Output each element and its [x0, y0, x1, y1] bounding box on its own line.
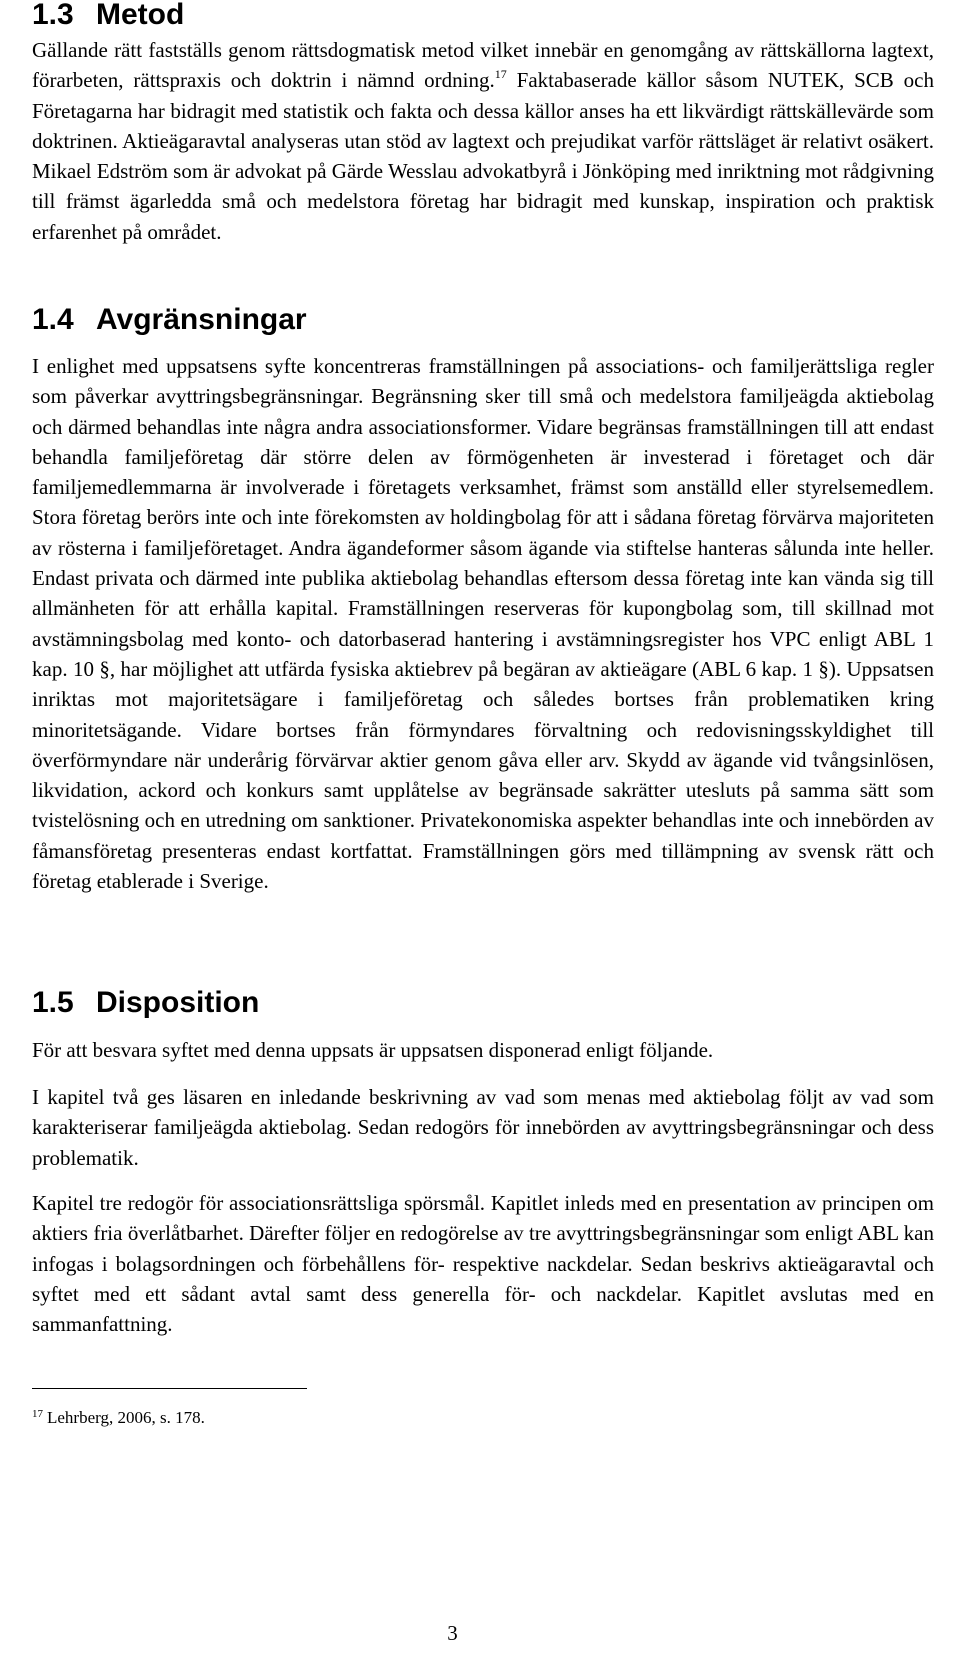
- section-title: Avgränsningar: [96, 303, 307, 336]
- disposition-paragraph-chapter-three: Kapitel tre redogör för associationsrättsliga spörsmål. Kapitlet inleds med en presentation av principen om aktiers fria överlåtbarhet. Därefter följer en redogörelse av tre avyttringsbegränsningar som enligt ABL kan infogas i bolagsordningen och förbehållens för- respektive nackdelar. Sedan beskrivs aktieägaravtal och syftet med ett sådant avtal samt dess generella för- och nackdelar. Kapitlet avslutas med en sammanfattning.: [32, 1191, 934, 1337]
- footnote: [32, 1404, 205, 1428]
- footnote-reference[interactable]: 17: [494, 67, 507, 82]
- section-heading-avgransningar: [32, 305, 307, 335]
- section-title: Disposition: [96, 986, 260, 1019]
- disposition-paragraph-intro: För att besvara syftet med denna uppsats är uppsatsen disponerad enligt följande.: [32, 1038, 714, 1062]
- footnote-number: 17: [32, 1408, 43, 1420]
- section-heading-metod: [32, 0, 184, 30]
- footnote-separator: [32, 1388, 307, 1389]
- paragraph-text-continued: Faktabaserade källor såsom NUTEK, SCB och Företagarna har bidragit med statistik och fakta och dessa källor anses ha ett likvärdigt rättskällevärde som doktrinen. Aktieägaravtal analyseras utan stöd av lagtext och prejudikat varför rättsläget är relativt osäkert. Mikael Edström som är advokat på Gärde Wesslau advokatbyrå i Jönköping med inriktning mot rådgivning till främst ägarledda små och medelstora företag har bidragit med kunskap, inspiration och praktisk erfarenhet på området.: [32, 68, 934, 244]
- paragraph-text: Gällande rätt fastställs genom rättsdogmatisk metod vilket innebär en genomgång av rättskällorna lagtext, förarbeten, rättspraxis och doktrin i nämnd ordning.: [32, 38, 934, 93]
- section-number: 1.3: [32, 0, 74, 31]
- section-title: Metod: [96, 0, 185, 31]
- disposition-paragraph-chapter-two: I kapitel två ges läsaren en inledande beskrivning av vad som menas med aktiebolag följt av vad som karakteriserar familjeägda aktiebolag. Sedan redogörs för innebörden av avyttringsbegränsningar och dess problematik.: [32, 1085, 934, 1170]
- section-number: 1.4: [32, 303, 74, 336]
- section-number: 1.5: [32, 986, 74, 1019]
- section-paragraph-avgransningar: I enlighet med uppsatsens syfte koncentreras framställningen på associations- och familjerättsliga regler som påverkar avyttringsbegränsningar. Begränsning sker till små och medelstora familjeägda aktiebolag och därmed behandlas inte några andra associationsformer. Vidare begränsas framställningen till att endast behandla familjeföretag där större delen av förmögenheten är investerad i företaget och där familjemedlemmarna är involverade i företagets verksamhet, främst som anställd eller styrelsemedlem. Stora företag berörs inte och inte förekomsten av holdingbolag för att i sådana företag förvärva majoriteten av rösterna i familjeföretaget. Andra ägandeformer såsom ägande via stiftelse hanteras sålunda inte heller. Endast privata och därmed inte publika aktiebolag behandlas eftersom dessa företag inte kan vända sig till allmänheten för att erhålla kapital. Framställningen reserveras för kupongbolag som, till skillnad mot avstämningsbolag med konto- och datorbaserad hantering i avstämningsregister hos VPC enligt ABL 1 kap. 10 §, har möjlighet att utfärda fysiska aktiebrev på begäran av aktieägare (ABL 6 kap. 1 §). Uppsatsen inriktas mot majoritetsägare i familjeföretag och således bortses från problematiken kring minoritetsägande. Vidare bortses från förmyndares förvaltning och redovisningsskyldighet till överförmyndare när underårig förvärvar aktier genom gåva eller arv. Skydd av ägande vid tvångsinlösen, likvidation, ackord och konkurs samt upplåtelse av begränsade sakrätter utesluts på samma sätt som tvistelösning och en utredning om sanktioner. Privatekonomiska aspekter behandlas inte och innebörden av fåmansföretag presenteras endast kortfattat. Framställningen görs med tillämpning av svensk rätt och företag etablerade i Sverige.: [32, 354, 934, 894]
- section-paragraph-metod: [32, 35, 934, 247]
- footnote-text: Lehrberg, 2006, s. 178.: [47, 1408, 205, 1427]
- section-heading-disposition: [32, 988, 259, 1018]
- page-number: 3: [447, 1621, 458, 1645]
